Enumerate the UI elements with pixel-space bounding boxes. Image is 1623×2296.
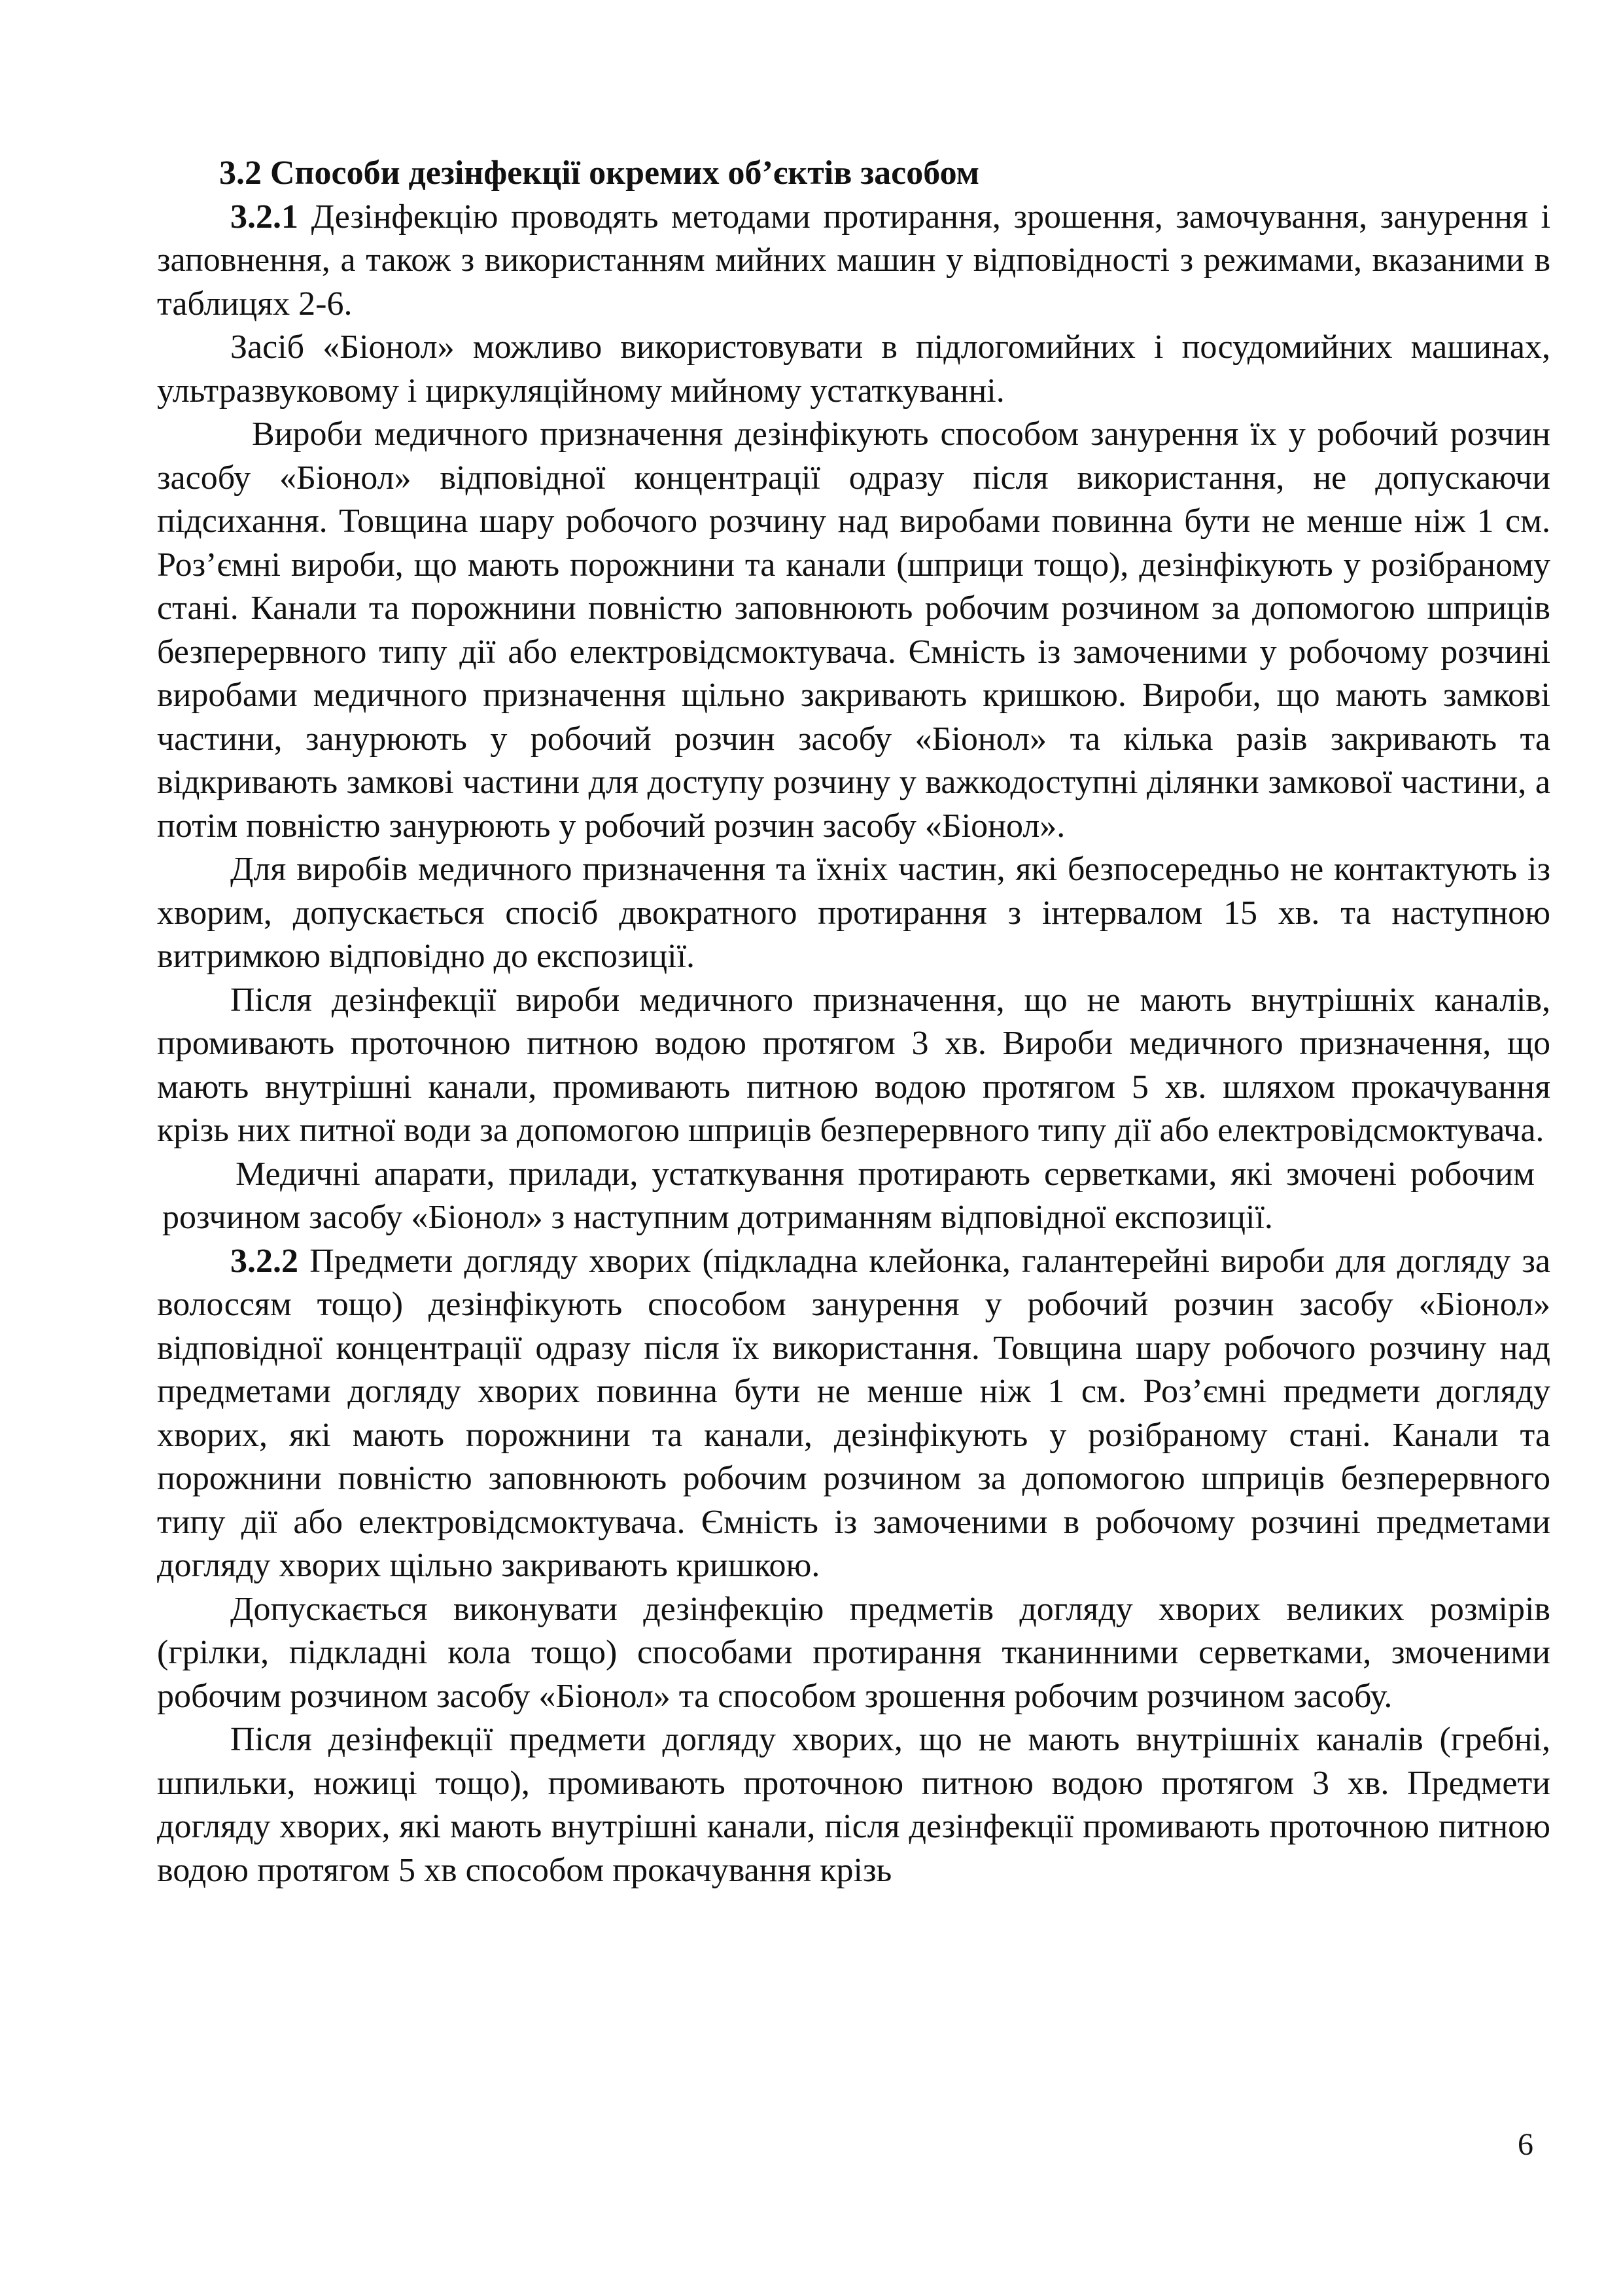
paragraph-text: Медичні апарати, прилади, устаткування протирають серветками, які змочені робочим розчином засобу «Біонол» з наступним дотриманням відповідної експозиції. [162,1155,1535,1236]
paragraph-care-rinsing [157,1718,1550,1892]
page-number: 6 [1518,2127,1533,2162]
section-heading: 3.2 Способи дезінфекції окремих об’єктів засобом [219,154,980,192]
paragraph-text: Засіб «Біонол» можливо використовувати в підлогомийних і посудомийних машинах, ультразвуковому і циркуляційному мийному устаткуванні. [157,328,1550,410]
paragraph-large-items [157,1588,1550,1719]
clause-number: 3.2.2 [230,1242,298,1280]
paragraph-text: Предмети догляду хворих (підкладна клейонка, галантерейні вироби для догляду за волоссям тощо) дезінфікують способом занурення у робочий розчин засобу «Біонол» відповідної концентрації одразу після їх використання. Товщина шару робочого розчину над предметами догляду хворих повинна бути не менше ніж 1 см. Роз’ємні предмети догляду хворих, які мають порожнини та канали, дезінфікують у розібраному стані. Канали та порожнини повністю заповнюють робочим розчином за допомогою шприців безперервного типу дії або електровідсмоктувача. Ємність із замоченими в робочому розчині предметами догляду хворих щільно закривають кришкою. [157,1242,1550,1584]
paragraph-text: Допускається виконувати дезінфекцію предметів догляду хворих великих розмірів (грілки, підкладні кола тощо) способами протирання тканинними серветками, змоченими робочим розчином засобу «Біонол» та способом зрошення робочим розчином засобу. [157,1590,1550,1715]
document-page [157,152,1550,1892]
paragraph-text: Для виробів медичного призначення та їхніх частин, які безпосередньо не контактують із хворим, допускається спосіб двократного протирання з інтервалом 15 хв. та наступною витримкою відповідно до експозиції. [157,851,1550,975]
paragraph-text: Дезінфекцію проводять методами протирання, зрошення, замочування, занурення і заповнення, а також з використанням мийних машин у відповідності з режимами, вказаними в таблицях 2-6. [157,198,1550,323]
paragraph-medical-items [157,413,1550,848]
paragraph-rinsing [157,979,1550,1153]
paragraph-wiping [157,848,1550,979]
paragraph-text: Після дезінфекції предмети догляду хворих, що не мають внутрішніх каналів (гребні, шпильки, ножиці тощо), промивають проточною питною водою протягом 3 хв. Предмети догляду хворих, які мають внутрішні канали, після дезінфекції промивають проточною питною водою протягом 5 хв способом прокачування крізь [157,1721,1550,1889]
paragraph-text: Вироби медичного призначення дезінфікують способом занурення їх у робочий розчин засобу «Біонол» відповідної концентрації одразу після використання, не допускаючи підсихання. Товщина шару робочого розчину над виробами повинна бути не менше ніж 1 см. Роз’ємні вироби, що мають порожнини та канали (шприци тощо), дезінфікують у розібраному стані. Канали та порожнини повністю заповнюють робочим розчином за допомогою шприців безперервного типу дії або електровідсмоктувача. Ємність із замоченими у робочому розчині виробами медичного призначення щільно закривають кришкою. Вироби, що мають замкові частини, занурюють у робочий розчин засобу «Біонол» та кілька разів закривають та відкривають замкові частини для доступу розчину у важкодоступні ділянки замкової частини, а потім повністю занурюють у робочий розчин засобу «Біонол». [157,415,1550,845]
clause-number: 3.2.1 [230,198,298,236]
paragraph-machines [157,326,1550,413]
paragraph-text: Після дезінфекції вироби медичного призначення, що не мають внутрішніх каналів, промивають проточною питною водою протягом 3 хв. Вироби медичного призначення, що мають внутрішні канали, промивають питною водою протягом 5 хв. шляхом прокачування крізь них питної води за допомогою шприців безперервного типу дії або електровідсмоктувача. [157,981,1550,1149]
paragraph-apparatus [157,1153,1550,1240]
paragraph-3-2-2 [157,1240,1550,1588]
paragraph-3-2-1 [157,196,1550,327]
